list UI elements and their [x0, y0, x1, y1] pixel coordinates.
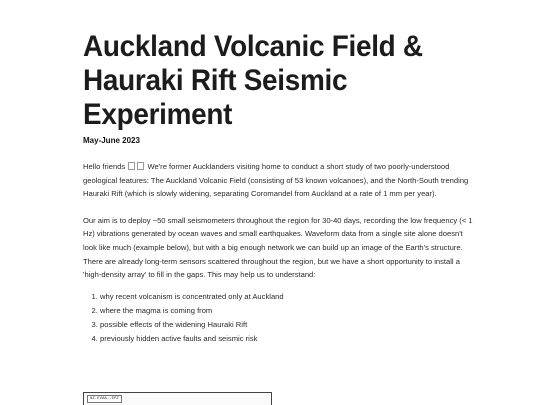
list-item: 4. previously hidden active faults and seismic risk [100, 332, 469, 346]
wave-emoji-icon-2 [137, 162, 144, 170]
experiment-date: May-June 2023 [83, 136, 140, 145]
goals-list [83, 290, 469, 347]
intro-text: We're former Aucklanders visiting home to conduct a short study of two poorly-understood geological features: The Auckland Volcanic Field (consisting of 53 known volcanoes), and the North-South trending Hauraki Rift (which is slowly widening, separating Coromandel from Auckland at a rate of 1 mm per year). [83, 162, 469, 199]
page-title: Auckland Volcanic Field & Hauraki Rift Seismic Experiment [83, 30, 423, 131]
aim-paragraph: Our aim is to deploy ~50 small seismometers throughout the region for 30-40 days, recording the low frequency (< 1 Hz) vibrations generated by ocean waves and small earthquakes. Waveform data from a single site alone doesn't look like much (example below), but with a big enough network we can build up an image of the Earth's structure. There are already long-term sensors scattered throughout the region, but we have a short opportunity to install a 'high-density array' to fill in the gaps. This may help us to understand: [83, 215, 473, 280]
list-item: 3. possible effects of the widening Hauraki Rift [100, 318, 469, 332]
waveform-trace-label: NZ.EVAA..EPZ [87, 395, 122, 403]
waveform-figure [83, 392, 272, 405]
article-content [83, 30, 473, 347]
wave-emoji-icon [128, 162, 135, 170]
list-item: 1. why recent volcanism is concentrated only at Auckland [100, 290, 469, 304]
list-item: 2. where the magma is coming from [100, 304, 469, 318]
intro-paragraph [83, 160, 475, 201]
intro-greeting: Hello friends [83, 162, 126, 171]
